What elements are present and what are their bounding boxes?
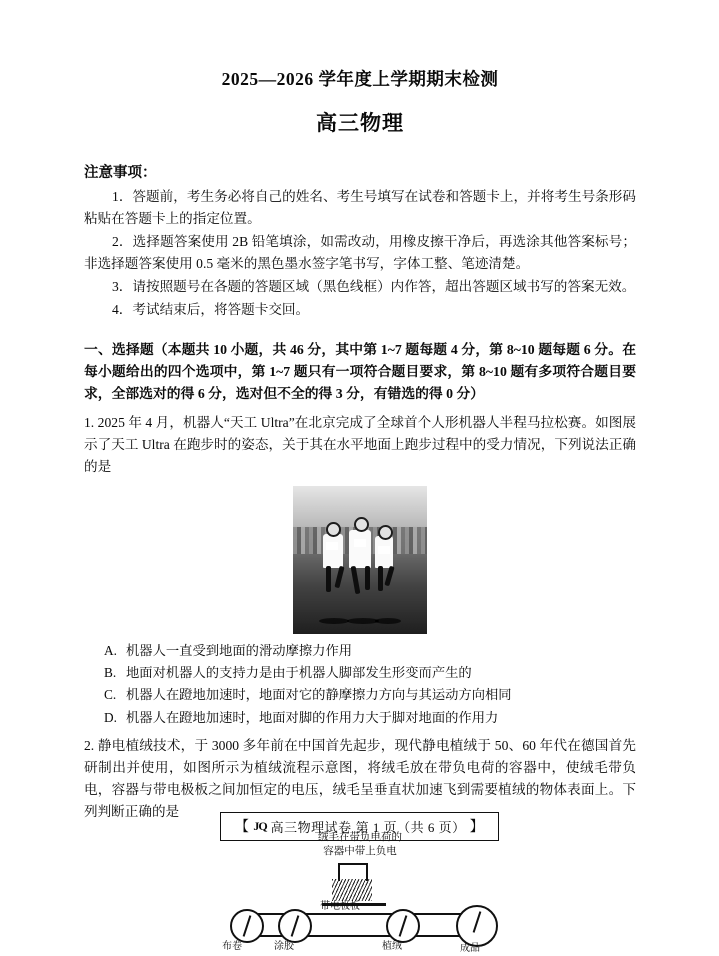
section-heading-multiple-choice: 一、选择题（本题共 10 小题，共 46 分，其中第 1~7 题每题 4 分，第 8~10 题每题 6 分。在每小题给出的四个选项中，第 1~7 题只有一项符合题目要求，第 8~10 题有多项符合题目要求，全部选对的得 6 分，选对但不全的得 3 分，有错选的得 0 分） [84,341,636,402]
photo-robot-head [354,517,369,532]
notice-item-3: 3．请按照题号在各题的答题区域（黑色线框）内作答，超出答题区域书写的答案无效。 [112,278,636,294]
question-2-number: 2. [84,737,95,753]
option-c-letter: C. [104,687,117,703]
roller-flocking [386,909,420,943]
option-a-text: 机器人一直受到地面的滑动摩擦力作用 [126,642,353,658]
option-a-letter: A. [104,642,117,658]
footer-left-bracket: 【 [234,820,250,835]
notice-item-4: 4．考试结束后，将答题卡交回。 [112,301,310,317]
conveyor-belt-bottom [242,935,478,937]
robot-marathon-photo [293,486,427,634]
photo-robot-head [326,522,341,537]
question-1-options [104,640,636,729]
question-1 [84,412,636,478]
roller-left [230,909,264,943]
notice-item-2: 2．选择题答案使用 2B 铅笔填涂，如需改动，用橡皮擦干净后，再选涂其他答案标号；非选择题答案使用 0.5 毫米的黑色墨水签字笔书写，字体工整、笔迹清楚。 [84,233,636,271]
option-d-text: 机器人在蹬地加速时，地面对脚的作用力大于脚对地面的作用力 [126,709,499,725]
label-product: 成品 [460,943,480,955]
label-flocking: 植绒 [382,941,402,953]
question-2 [84,735,636,823]
publisher-logo-icon: JQ [253,818,267,833]
subject-title: 高三物理 [316,110,404,135]
question-1-stem: 2025 年 4 月，机器人“天工 Ultra”在北京完成了全球首个人形机器人半程马拉松赛。如图展示了天工 Ultra 在跑步时的姿态，关于其在水平地面上跑步过程中的受力情况，下列说法正确的是 [84,414,637,474]
page-title: 2025—2026 学年度上学期期末检测 [221,69,499,89]
photo-shadow [319,618,349,624]
flocking-top-caption-line2: 容器中带上负电 [323,846,397,858]
figure-electrostatic-flocking [84,831,636,955]
notice-item-1: 1．答题前，考生务必将自己的姓名、考生号填写在试卷和答题卡上，并将考生号条形码粘贴在答题卡上的指定位置。 [84,188,636,226]
option-b [104,662,636,684]
footer-box [220,812,499,844]
fiber-spray [332,879,372,901]
option-c [104,684,636,706]
label-glue: 涂胶 [274,941,294,953]
conveyor-belt-top [242,913,478,915]
option-d-letter: D. [104,709,117,725]
photo-shadow [375,618,401,624]
photo-robot-leg [378,566,383,591]
roller-product [456,905,498,947]
figure-robot-marathon [84,486,636,634]
photo-race-bib [378,546,390,554]
label-cloth-roll: 布卷 [222,941,242,953]
label-charged-plate: 带电极板 [320,901,360,913]
footer-page-number: 第 1 页（共 6 页） [355,819,466,835]
electrostatic-flocking-diagram [210,831,510,955]
option-b-letter: B. [104,665,117,680]
photo-race-bib [326,542,338,550]
photo-robot-leg [365,566,370,590]
photo-race-bib [354,539,366,547]
photo-robot-runner [323,534,343,568]
footer-subject: 高三物理试卷 [270,819,352,835]
footer-right-bracket: 】 [469,820,485,835]
page-footer [0,812,719,844]
notice-heading: 注意事项： [84,164,157,181]
photo-robot-leg [326,566,331,592]
option-a [104,640,636,662]
option-d [104,707,636,729]
question-2-stem: 静电植绒技术，于 3000 多年前在中国首先起步，现代静电植绒于 50、60 年代在德国首先研制出并使用，如图所示为植绒流程示意图，将绒毛放在带负电荷的容器中，使绒毛带负电，容器与带电极板之间加恒定的电压，绒毛呈垂直状加速飞到需要植绒的物体表面上。下列判断正确的是 [84,737,637,820]
option-c-text: 机器人在蹬地加速时，地面对它的静摩擦力方向与其运动方向相同 [126,687,512,703]
option-b-text: 地面对机器人的支持力是由于机器人脚部发生形变而产生的 [126,665,472,680]
roller-glue [278,909,312,943]
photo-robot-head [378,525,393,540]
flocking-canvas [210,863,510,955]
question-1-number: 1. [84,414,95,430]
flocking-top-caption-line1: 绒毛在带负电荷的 [318,832,402,844]
photo-robot-runner [349,530,371,568]
